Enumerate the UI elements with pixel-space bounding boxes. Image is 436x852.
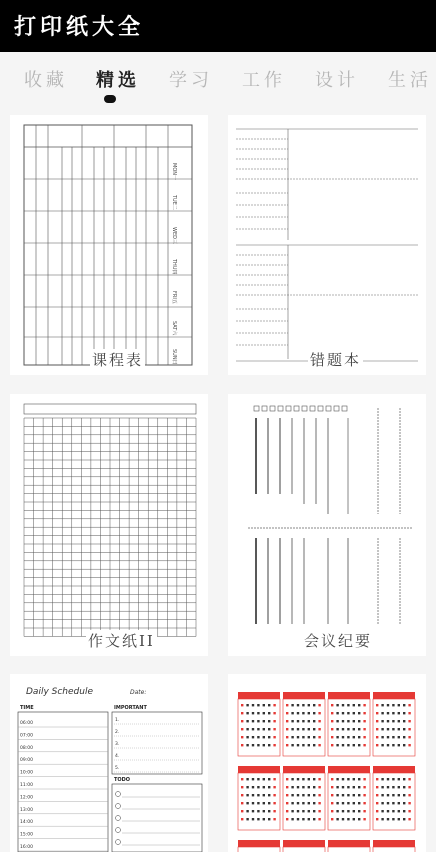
tab-study[interactable]: 学习 — [169, 70, 213, 91]
calendar-month — [238, 692, 280, 756]
daily-schedule-title: Daily Schedule — [26, 687, 93, 697]
important-item-label: 1. — [115, 718, 120, 723]
calendar-month — [373, 692, 415, 756]
important-item-label: 4. — [115, 754, 120, 759]
time-slot-label: 16:00 — [20, 845, 33, 850]
tab-favorites[interactable]: 收藏 — [24, 70, 68, 91]
meeting-minutes-preview — [228, 394, 426, 656]
time-slot-label: 14:00 — [20, 820, 33, 826]
timetable-preview — [10, 115, 208, 375]
todo-checkbox — [116, 804, 121, 809]
calendar-month — [373, 766, 415, 830]
important-item-label: 2. — [115, 730, 120, 735]
time-slot-label: 15:00 — [20, 832, 33, 838]
todo-checkbox — [116, 840, 121, 845]
time-slot-label: 07:00 — [20, 733, 33, 739]
active-tab-indicator — [104, 95, 116, 103]
daily-schedule-preview — [10, 674, 208, 852]
template-title-composition-paper: 作文纸II — [88, 632, 155, 650]
template-title-meeting-minutes: 会议纪要 — [304, 632, 373, 650]
tab-design[interactable]: 设计 — [315, 70, 359, 91]
calendar-month — [328, 766, 370, 830]
day-label-sun: SUN日 — [171, 349, 177, 365]
grid-lines — [24, 418, 196, 636]
tab-life[interactable]: 生活 — [388, 70, 432, 91]
day-label-mon: MON一 — [171, 163, 177, 180]
time-slot-label: 11:00 — [20, 783, 33, 788]
error-notebook-preview — [228, 115, 426, 375]
template-card-error-notebook[interactable] — [228, 115, 426, 375]
day-label-tue: TUE二 — [171, 195, 177, 210]
calendar-month — [238, 840, 280, 852]
important-item-label: 3. — [115, 742, 120, 747]
calendar-month — [283, 692, 325, 756]
todo-checkbox — [116, 816, 121, 821]
calendar-month — [283, 766, 325, 830]
time-slot-label: 13:00 — [20, 807, 33, 813]
app-header — [0, 0, 436, 52]
day-label-fri: FRI五 — [171, 291, 177, 304]
day-label-sat: SAT六 — [171, 321, 177, 336]
time-slot-label: 08:00 — [20, 745, 33, 751]
day-label-thu: THU四 — [171, 259, 177, 275]
time-slot-label: 09:00 — [20, 758, 33, 764]
template-card-meeting-minutes[interactable] — [228, 394, 426, 656]
template-card-daily-schedule[interactable] — [10, 674, 208, 852]
daily-date-label: Date: — [130, 689, 147, 696]
composition-paper-preview — [10, 394, 208, 656]
template-card-composition-paper[interactable] — [10, 394, 208, 656]
tab-featured[interactable]: 精选 — [96, 70, 140, 91]
todo-header: TODO — [114, 777, 131, 783]
template-card-calendar[interactable] — [228, 674, 426, 852]
calendar-month — [328, 692, 370, 756]
template-title-timetable: 课程表 — [92, 351, 144, 369]
calendar-month — [283, 840, 325, 852]
app-title: 打印纸大全 — [14, 15, 145, 40]
category-tabs — [0, 52, 436, 108]
calendar-month — [238, 766, 280, 830]
day-label-wed: WED三 — [171, 227, 177, 244]
time-slot-label: 10:00 — [20, 770, 33, 776]
template-title-error-notebook: 错题本 — [310, 351, 362, 369]
important-header: IMPORTANT — [114, 705, 147, 711]
time-column-header: TIME — [20, 705, 34, 711]
calendar-preview — [228, 674, 426, 852]
template-card-timetable[interactable] — [10, 115, 208, 375]
tab-work[interactable]: 工作 — [242, 70, 286, 91]
calendar-month — [328, 840, 370, 852]
important-item-label: 5. — [115, 766, 120, 771]
todo-checkbox — [116, 792, 121, 797]
time-slot-label: 12:00 — [20, 795, 33, 801]
time-slot-label: 06:00 — [20, 721, 33, 726]
todo-checkbox — [116, 828, 121, 833]
calendar-month — [373, 840, 415, 852]
